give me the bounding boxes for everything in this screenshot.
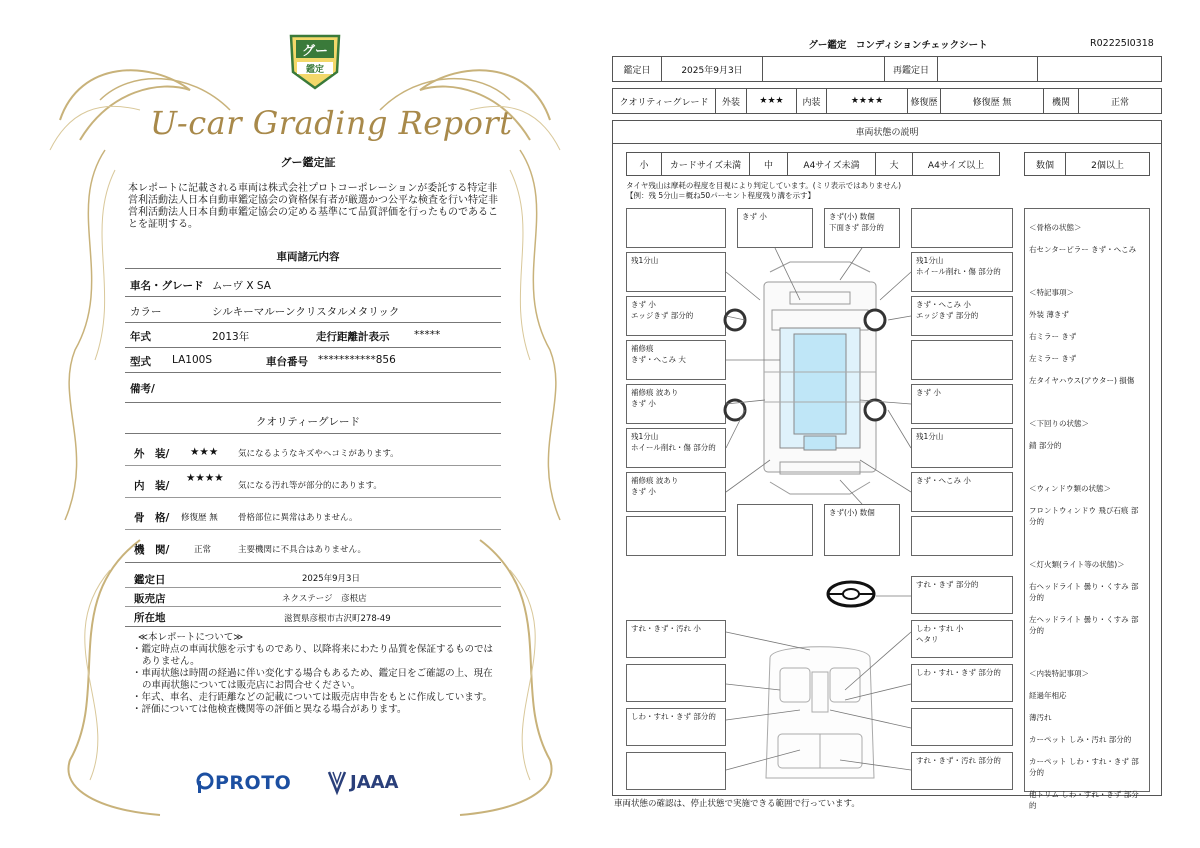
notes-line: 右ヘッドライト 曇り・くすみ 部分的 bbox=[1029, 582, 1139, 602]
tire-note: タイヤ残山は摩耗の程度を目視により判定しています。(ミリ表示ではありません) bbox=[626, 181, 902, 190]
inspection-date-label: 鑑定日 bbox=[134, 574, 166, 586]
divider bbox=[125, 529, 501, 530]
note-item: ・鑑定時点の車両状態を示すものであり、以降将来にわたり品質を保証するものではありません。 bbox=[132, 644, 494, 667]
sheet-title: グー鑑定 コンディションチェックシート bbox=[808, 40, 988, 51]
ext-box-7: きず 小 エッジきず 部分的 bbox=[626, 296, 726, 336]
notes-line bbox=[1029, 647, 1145, 657]
ext-box-8: きず・へこみ 小 エッジきず 部分的 bbox=[911, 296, 1013, 336]
sheet-code: R02225I0318 bbox=[1090, 38, 1154, 49]
ornament-top-left bbox=[40, 40, 240, 160]
size-large-desc: A4サイズ以上 bbox=[912, 152, 1000, 176]
divider bbox=[125, 562, 501, 563]
notes-line: 左ミラー きず bbox=[1029, 354, 1077, 363]
notes-line: カーペット しみ・汚れ 部分的 bbox=[1029, 735, 1132, 744]
ext-box-19: きず(小) 数個 bbox=[824, 504, 900, 556]
divider bbox=[125, 626, 501, 627]
mileage-value: ***** bbox=[414, 329, 441, 341]
divider bbox=[125, 322, 501, 323]
year-value: 2013年 bbox=[212, 331, 250, 343]
date-label-cell: 鑑定日 bbox=[612, 56, 662, 82]
notes-line: ＜下回りの状態＞ bbox=[1029, 419, 1089, 428]
car-name-label: 車名・グレード bbox=[130, 280, 204, 292]
condition-title: 車両状態の説明 bbox=[612, 120, 1162, 144]
notes-line: 右ミラー きず bbox=[1029, 332, 1077, 341]
notes-line: 右センターピラー きず・へこみ bbox=[1029, 245, 1137, 254]
ext-box-16: きず・へこみ 小 bbox=[911, 472, 1013, 512]
shop-label: 販売店 bbox=[134, 593, 166, 605]
notes-line: 経過年相応 bbox=[1029, 691, 1067, 700]
ornament-right-side bbox=[500, 150, 580, 530]
notes-line: ＜内装特記事項＞ bbox=[1029, 669, 1089, 678]
int-box-9: すれ・きず・汚れ 部分的 bbox=[911, 752, 1013, 790]
badge-bottom-text: 鑑定 bbox=[305, 65, 324, 75]
note-item: ・年式、車名、走行距離などの記載については販売店申告をもとに作成しています。 bbox=[132, 692, 493, 703]
address-label: 所在地 bbox=[134, 612, 166, 624]
remarks-label: 備考/ bbox=[130, 383, 155, 395]
certificate-text: 本レポートに記載される車両は株式会社プロトコーポレーションが委託する特定非営利活動法人日本自動車鑑定協会の資格保有者が厳選かつ公平な検査を行い特定非営利活動法人日本自動車鑑定協会の定める基準にて品質評価を行ったものであることを証明する。 bbox=[128, 183, 498, 230]
size-mid-cell: 中 bbox=[749, 152, 788, 176]
size-mid-desc: A4サイズ未満 bbox=[787, 152, 876, 176]
report-script-title: U-car Grading Report bbox=[150, 104, 513, 142]
spec-section-title: 車両諸元内容 bbox=[276, 251, 340, 263]
ext-box-15: 補修痕 波あり きず 小 bbox=[626, 472, 726, 512]
divider bbox=[125, 433, 501, 434]
year-label: 年式 bbox=[130, 331, 151, 343]
size-small-cell: 小 bbox=[626, 152, 662, 176]
ext-box-3: きず(小) 数個 下面きず 部分的 bbox=[824, 208, 900, 248]
engine-value-cell: 正常 bbox=[1078, 88, 1162, 114]
inspection-date-value: 2025年9月3日 bbox=[302, 574, 360, 584]
notes-line: カーペット しわ・すれ・きず 部分的 bbox=[1029, 757, 1139, 777]
notes-line: ＜ウィンドウ類の状態＞ bbox=[1029, 484, 1112, 493]
goo-kantei-badge bbox=[287, 30, 343, 92]
frame-label: 骨 格/ bbox=[134, 512, 170, 524]
notes-line: ＜特記事項＞ bbox=[1029, 288, 1074, 297]
quality-grade-title: クオリティーグレード bbox=[256, 416, 360, 428]
ornament-top-right bbox=[370, 40, 570, 160]
ext-box-5: 残1分山 bbox=[626, 252, 726, 292]
repair-label-cell: 修復歴 bbox=[907, 88, 941, 114]
divider bbox=[125, 296, 501, 297]
int-box-3: しわ・すれ 小 ヘタリ bbox=[911, 620, 1013, 658]
divider bbox=[125, 268, 501, 269]
model-value: LA100S bbox=[172, 354, 212, 366]
ext-box-9: 補修痕 きず・へこみ 大 bbox=[626, 340, 726, 380]
divider bbox=[125, 372, 501, 373]
int-box-6: しわ・すれ・きず 部分的 bbox=[626, 708, 726, 746]
engine-label-cell: 機関 bbox=[1043, 88, 1079, 114]
int-label-cell: 内装 bbox=[796, 88, 827, 114]
int-value-cell: ★★★★ bbox=[826, 88, 908, 114]
interior-stars: ★★★★ bbox=[186, 472, 224, 484]
int-box-5: しわ・すれ・きず 部分的 bbox=[911, 664, 1013, 702]
shop-value: ネクステージ 彦根店 bbox=[282, 594, 367, 604]
date-value-cell: 2025年9月3日 bbox=[661, 56, 763, 82]
notes-line: 左タイヤハウス(アウター) 損傷 bbox=[1029, 376, 1135, 385]
reinspect-label-cell: 再鑑定日 bbox=[884, 56, 938, 82]
count-label-cell: 数個 bbox=[1024, 152, 1066, 176]
ext-box-14: 残1分山 bbox=[911, 428, 1013, 468]
ext-box-11: 補修痕 波あり きず 小 bbox=[626, 384, 726, 424]
divider bbox=[125, 606, 501, 607]
exterior-desc: 気になるようなキズやヘコミがあります。 bbox=[238, 449, 399, 459]
frame-desc: 骨格部位に異常はありません。 bbox=[238, 513, 358, 523]
divider bbox=[125, 587, 501, 588]
chassis-label: 車台番号 bbox=[266, 356, 308, 368]
notes-line: ＜灯火類(ライト等の状態)＞ bbox=[1029, 560, 1125, 569]
notes-line: 外装 薄きず bbox=[1029, 310, 1069, 319]
ext-value-cell: ★★★ bbox=[746, 88, 797, 114]
badge-top-text: グー bbox=[301, 44, 328, 59]
ext-box-2: きず 小 bbox=[737, 208, 813, 248]
sheet-footnote: 車両状態の確認は、停止状態で実施できる範囲で行っています。 bbox=[614, 799, 860, 809]
chassis-value: ***********856 bbox=[318, 354, 396, 366]
condition-check-sheet bbox=[600, 0, 1200, 848]
ext-label-cell: 外装 bbox=[715, 88, 747, 114]
size-large-cell: 大 bbox=[875, 152, 913, 176]
notes-line bbox=[1029, 266, 1145, 276]
notes-line: 錆 部分的 bbox=[1029, 441, 1062, 450]
proto-logo: PROTO bbox=[215, 772, 292, 794]
grade-label-cell: クオリティーグレード bbox=[612, 88, 716, 114]
tire-example: 【例：残 5分山＝概ね50パーセント程度残り溝を示す】 bbox=[626, 191, 816, 200]
interior-label: 内 装/ bbox=[134, 480, 170, 492]
divider bbox=[125, 497, 501, 498]
notes-line bbox=[1029, 397, 1145, 407]
repair-value-cell: 修復歴 無 bbox=[940, 88, 1044, 114]
exterior-stars: ★★★ bbox=[190, 446, 219, 458]
certificate-title: グー鑑定証 bbox=[280, 156, 336, 169]
engine-label: 機 関/ bbox=[134, 544, 170, 556]
ext-box-13: 残1分山 ホイール削れ・傷 部分的 bbox=[626, 428, 726, 468]
engine-desc: 主要機関に不具合はありません。 bbox=[238, 545, 367, 555]
divider bbox=[125, 465, 501, 466]
condition-notes-panel bbox=[1024, 208, 1150, 810]
count-desc-cell: 2個以上 bbox=[1065, 152, 1150, 176]
ext-box-12: きず 小 bbox=[911, 384, 1013, 424]
interior-desc: 気になる汚れ等が部分的にあります。 bbox=[238, 481, 382, 491]
exterior-label: 外 装/ bbox=[134, 448, 170, 460]
notes-line bbox=[1029, 538, 1145, 548]
address-value: 滋賀県彦根市古沢町278-49 bbox=[284, 614, 391, 624]
notes-title: ≪本レポートについて≫ bbox=[138, 632, 244, 643]
ext-box-6: 残1分山 ホイール削れ・傷 部分的 bbox=[911, 252, 1013, 292]
engine-value: 正常 bbox=[194, 545, 212, 555]
model-label: 型式 bbox=[130, 356, 151, 368]
jaaa-logo-mark bbox=[326, 770, 348, 796]
notes-line: フロントウィンドウ 飛び石痕 部分的 bbox=[1029, 506, 1139, 526]
notes-line: 他トリム しわ・すれ・きず 部分的 bbox=[1029, 790, 1139, 810]
int-box-1: すれ・きず 部分的 bbox=[911, 576, 1013, 614]
divider bbox=[125, 347, 501, 348]
notes-line: 薄汚れ bbox=[1029, 713, 1052, 722]
color-label: カラー bbox=[130, 306, 162, 318]
notes-line bbox=[1029, 462, 1145, 472]
jaaa-logo: JAAA bbox=[350, 772, 399, 793]
note-item: ・車両状態は時間の経過に伴い変化する場合もあるため、鑑定日をご確認の上、現在の車両状態については販売店にお問合せください。 bbox=[132, 668, 493, 691]
ornament-left-side bbox=[45, 150, 125, 530]
mileage-label: 走行距離計表示 bbox=[316, 331, 390, 343]
notes-line: 左ヘッドライト 曇り・くすみ 部分的 bbox=[1029, 615, 1139, 635]
frame-value: 修復歴 無 bbox=[181, 513, 218, 523]
proto-logo-mark bbox=[196, 772, 214, 794]
car-name-value: ムーヴ X SA bbox=[212, 280, 271, 292]
note-item: ・評価については他検査機関等の評価と異なる場合があります。 bbox=[132, 704, 407, 715]
report-notes bbox=[128, 632, 500, 716]
int-box-2: すれ・きず・汚れ 小 bbox=[626, 620, 726, 658]
notes-line: ＜骨格の状態＞ bbox=[1029, 223, 1082, 232]
size-small-desc: カードサイズ未満 bbox=[661, 152, 750, 176]
divider bbox=[125, 402, 501, 403]
color-value: シルキーマルーンクリスタルメタリック bbox=[212, 306, 400, 318]
